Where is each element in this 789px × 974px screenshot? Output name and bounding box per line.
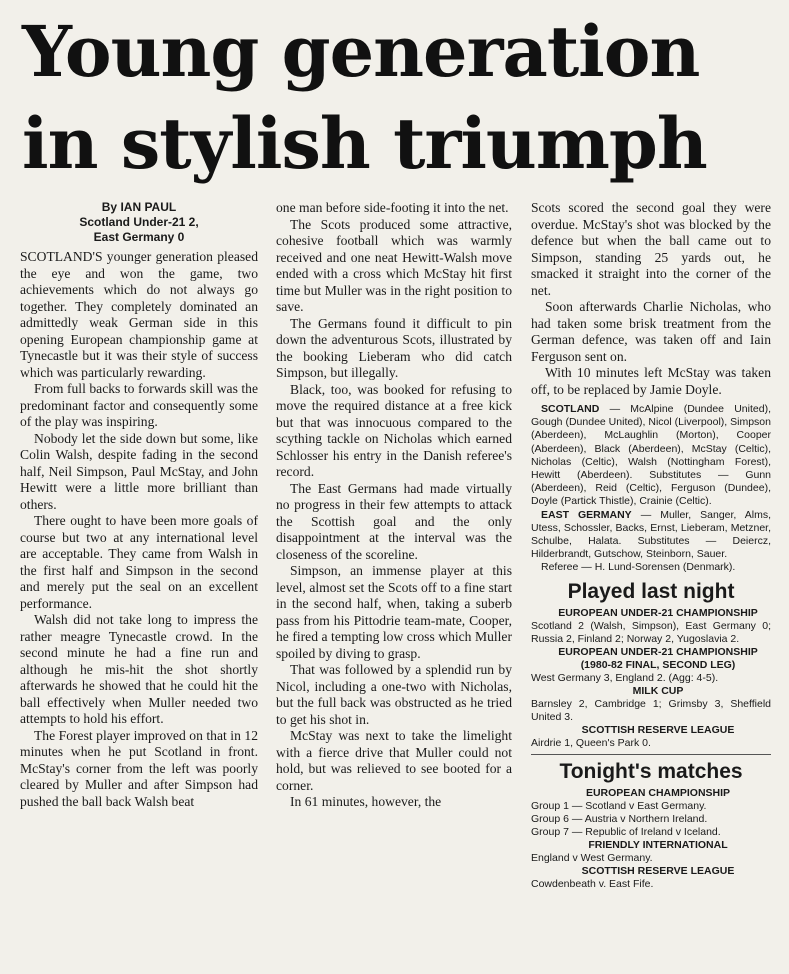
- results-line: Scotland 2 (Walsh, Simpson), East Germany 0; Russia 2, Finland 2; Norway 2, Yugoslavia 2.: [531, 619, 771, 645]
- article-paragraph: McStay was next to take the limelight with a fierce drive that Muller could not hold, but was relieved to see booted for a corner.: [276, 728, 512, 793]
- article-paragraph: That was followed by a splendid run by Nicol, including a one-two with Nicholas, but the full back was obstructed as he tried to get his shot in.: [276, 662, 512, 727]
- headline-line-2: in stylish triumph: [22, 102, 707, 185]
- article-column-1: [20, 200, 258, 974]
- byline: By IAN PAUL: [101, 200, 177, 214]
- article-paragraph: one man before side-footing it into the net.: [276, 200, 509, 215]
- results-section-heading: SCOTTISH RESERVE LEAGUE: [581, 723, 735, 736]
- article-paragraph: Walsh did not take long to impress the rather meagre Tynecastle crowd. In the second minute he had a fine run and although he mis-hit the shot shortly afterwards he showed that he could hit the ball effectively when Muller needed two attempts to hold his effort.: [20, 612, 258, 726]
- fixtures-section-heading: EUROPEAN CHAMPIONSHIP: [585, 786, 731, 799]
- fixture-line: Cowdenbeath v. East Fife.: [531, 877, 654, 890]
- results-section-heading: EUROPEAN UNDER-21 CHAMPIONSHIP: [558, 606, 758, 619]
- article-paragraph: The East Germans had made virtually no progress in their few attempts to attack the Scottish goal and the only disappointment at the interval was the closeness of the scoreline.: [276, 480, 512, 562]
- results-line: Airdrie 1, Queen's Park 0.: [531, 736, 651, 749]
- article-paragraph: The Scots produced some attractive, cohesive football which was warmly received and one neat Hewitt-Walsh move ended with a cross which McStay hit first time but Muller was in the right position to save.: [276, 216, 512, 314]
- fixture-line: Group 1 — Scotland v East Germany.: [531, 799, 707, 812]
- article-column-2: [276, 200, 512, 974]
- article-paragraph: The Germans found it difficult to pin down the adventurous Scots, illustrated by the booking Lieberam who did catch Simpson, but illegally.: [276, 315, 512, 380]
- article-paragraph: There ought to have been more goals of course but two at any international level are acceptable. They came from Walsh in the first half and Simpson in the second and merely put the seal on an excellent performance.: [20, 513, 258, 611]
- headline: [22, 6, 782, 190]
- score-line-2: East Germany 0: [93, 230, 185, 244]
- team-label-germany: EAST GERMANY: [541, 508, 632, 521]
- article-paragraph: Black, too, was booked for refusing to move the required distance at a free kick but that was innocuous compared to the scything tackle on Nicholas which earned Schlosser his entry in the Danish referee's record.: [276, 381, 512, 479]
- fixture-line: Group 6 — Austria v Northern Ireland.: [531, 812, 708, 825]
- article-paragraph: Nobody let the side down but some, like Colin Walsh, despite fading in the second half, Neil Simpson, Paul McStay, and John Hewitt were a little more brilliant than others.: [20, 430, 258, 512]
- fixtures-section-heading: SCOTTISH RESERVE LEAGUE: [581, 864, 735, 877]
- results-line: West Germany 3, England 2. (Agg: 4-5).: [531, 671, 719, 684]
- results-section-subheading: (1980-82 FINAL, SECOND LEG): [580, 658, 736, 671]
- article-paragraph: Soon afterwards Charlie Nicholas, who had taken some brisk treatment from the German defence, was taken off and Iain Ferguson sent on.: [531, 299, 771, 364]
- article-column-3: [531, 200, 771, 974]
- fixture-line: England v West Germany.: [531, 851, 653, 864]
- tonights-matches-title: Tonight's matches: [559, 759, 743, 783]
- referee-line: Referee — H. Lund-Sorensen (Denmark).: [541, 561, 736, 574]
- results-section-heading: MILK CUP: [632, 684, 684, 697]
- article-paragraph: With 10 minutes left McStay was taken off, to be replaced by Jamie Doyle.: [531, 365, 771, 397]
- article-paragraph: In 61 minutes, however, the: [290, 794, 442, 809]
- article-paragraph: From full backs to forwards skill was the predominant factor and consequently some of the play was inspiring.: [20, 381, 258, 429]
- article-paragraph: Scots scored the second goal they were overdue. McStay's shot was blocked by the defence but when the ball came out to Simpson, standing 25 yards out, he smacked it straight into the corner of the net.: [531, 200, 771, 298]
- team-list-scotland: [531, 403, 771, 509]
- team-label-scotland: SCOTLAND: [541, 403, 600, 415]
- article-paragraph: The Forest player improved on that in 12 minutes when he put Scotland in front. McStay's corner from the left was poorly cleared by Muller and after Simpson had pushed the ball back Walsh beat: [20, 727, 258, 809]
- fixture-line: Group 7 — Republic of Ireland v Iceland.: [531, 825, 721, 838]
- results-line: Barnsley 2, Cambridge 1; Grimsby 3, Sheffield United 3.: [531, 697, 771, 723]
- team-players-scotland: — McAlpine (Dundee United), Gough (Dundee United), Nicol (Liverpool), Simpson (Aberdeen), McLaughlin (Morton), Cooper (Aberdeen), Black (Aberdeen), McStay (Celtic), Nicholas (Celtic), Walsh (Nottingham Forest), Hewitt (Aberdeen). Substitutes — Gunn (Aberdeen), Reid (Celtic), Ferguson (Dundee), Doyle (Partick Thistle), Crainie (Celtic).: [531, 403, 771, 508]
- played-last-night-title: Played last night: [567, 579, 735, 603]
- team-players-germany: — Muller, Sanger, Alms, Utess, Schossler, Backs, Ernst, Lieberam, Metzner, Schulbe, Halata. Substitutes — Deiercz, Hilderbrandt, Gutschow, Steinborn, Sauer.: [531, 508, 771, 561]
- article-paragraph: SCOTLAND'S younger generation pleased the eye and won the game, two achievements which do not always go together. They completely dominated an admittedly weak German side in this opening European championship game at Tynecastle but it was their style of success which was particularly rewarding.: [20, 249, 258, 380]
- headline-line-1: Young generation: [22, 10, 700, 93]
- section-divider: [531, 754, 771, 755]
- team-list-germany: [531, 509, 771, 562]
- fixtures-section-heading: FRIENDLY INTERNATIONAL: [588, 838, 728, 851]
- results-section-heading: EUROPEAN UNDER-21 CHAMPIONSHIP: [558, 645, 758, 658]
- article-paragraph: Simpson, an immense player at this level, almost set the Scots off to a fine start in the second half, when, taking a suberb pass from his Pittodrie team-mate, Cooper, he fired a tempting low cross which Muller spoiled by diving to grasp.: [276, 563, 512, 661]
- score-line-1: Scotland Under-21 2,: [79, 215, 199, 229]
